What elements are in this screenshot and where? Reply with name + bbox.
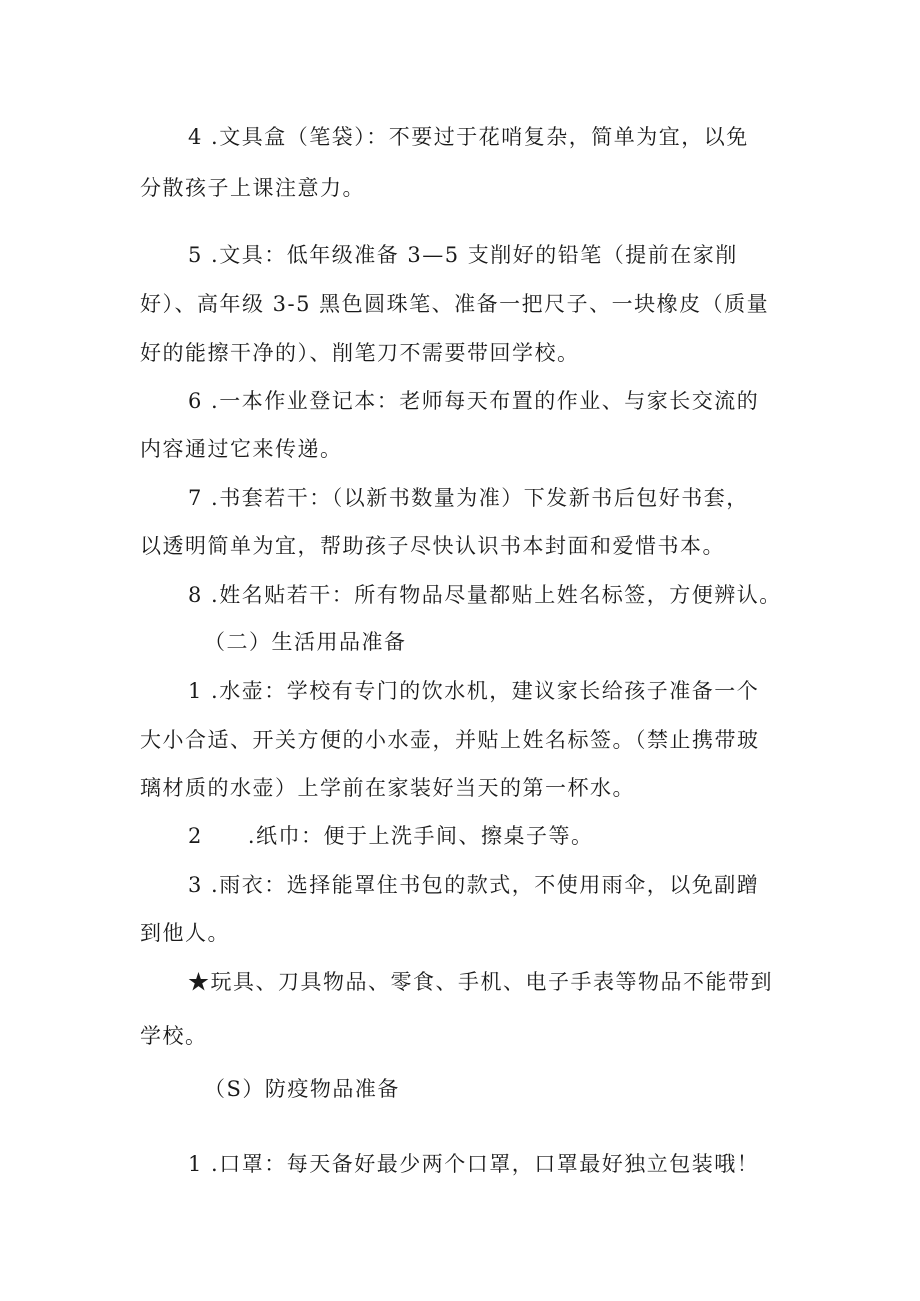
paragraph-line: 璃材质的水壶）上学前在家装好当天的第一杯水。: [140, 776, 635, 800]
section-heading: （S）防疫物品准备: [204, 1077, 400, 1101]
paragraph-line: ★玩具、刀具物品、零食、手机、电子手表等物品不能带到: [188, 970, 773, 994]
paragraph-line: 6 .一本作业登记本：老师每天布置的作业、与家长交流的: [188, 389, 760, 413]
paragraph-line: 2 .纸巾：便于上洗手间、擦桌子等。: [188, 824, 594, 848]
paragraph-line: 学校。: [140, 1024, 208, 1048]
paragraph-line: 好）、高年级 3-5 黑色圆珠笔、准备一把尺子、一块橡皮（质量: [140, 292, 770, 316]
section-heading: （二）生活用品准备: [204, 630, 407, 654]
paragraph-line: 内容通过它来传递。: [140, 437, 343, 461]
paragraph-line: 大小合适、开关方便的小水壶，并贴上姓名标签。（禁止携带玻: [140, 728, 760, 752]
paragraph-line: 5 .文具：低年级准备 3—5 支削好的铅笔（提前在家削: [188, 243, 738, 267]
paragraph-line: 4 .文具盒（笔袋）：不要过于花哨复杂，简单为宜，以免: [188, 125, 749, 149]
paragraph-line: 7 .书套若干：（以新书数量为准）下发新书后包好书套，: [188, 486, 749, 510]
paragraph-line: 好的能擦干净的）、削笔刀不需要带回学校。: [140, 341, 580, 365]
paragraph-line: 8 .姓名贴若干：所有物品尽量都贴上姓名标签，方便辨认。: [188, 583, 782, 607]
paragraph-line: 1 .水壶：学校有专门的饮水机，建议家长给孩子准备一个: [188, 679, 760, 703]
paragraph-line: 分散孩子上课注意力。: [140, 176, 365, 200]
paragraph-line: 3 .雨衣：选择能罩住书包的款式，不使用雨伞，以免副蹭: [188, 873, 760, 897]
paragraph-line: 到他人。: [140, 921, 230, 945]
paragraph-line: 以透明简单为宜，帮助孩子尽快认识书本封面和爱惜书本。: [140, 534, 725, 558]
paragraph-line: 1 .口罩：每天备好最少两个口罩，口罩最好独立包装哦！: [188, 1152, 760, 1176]
